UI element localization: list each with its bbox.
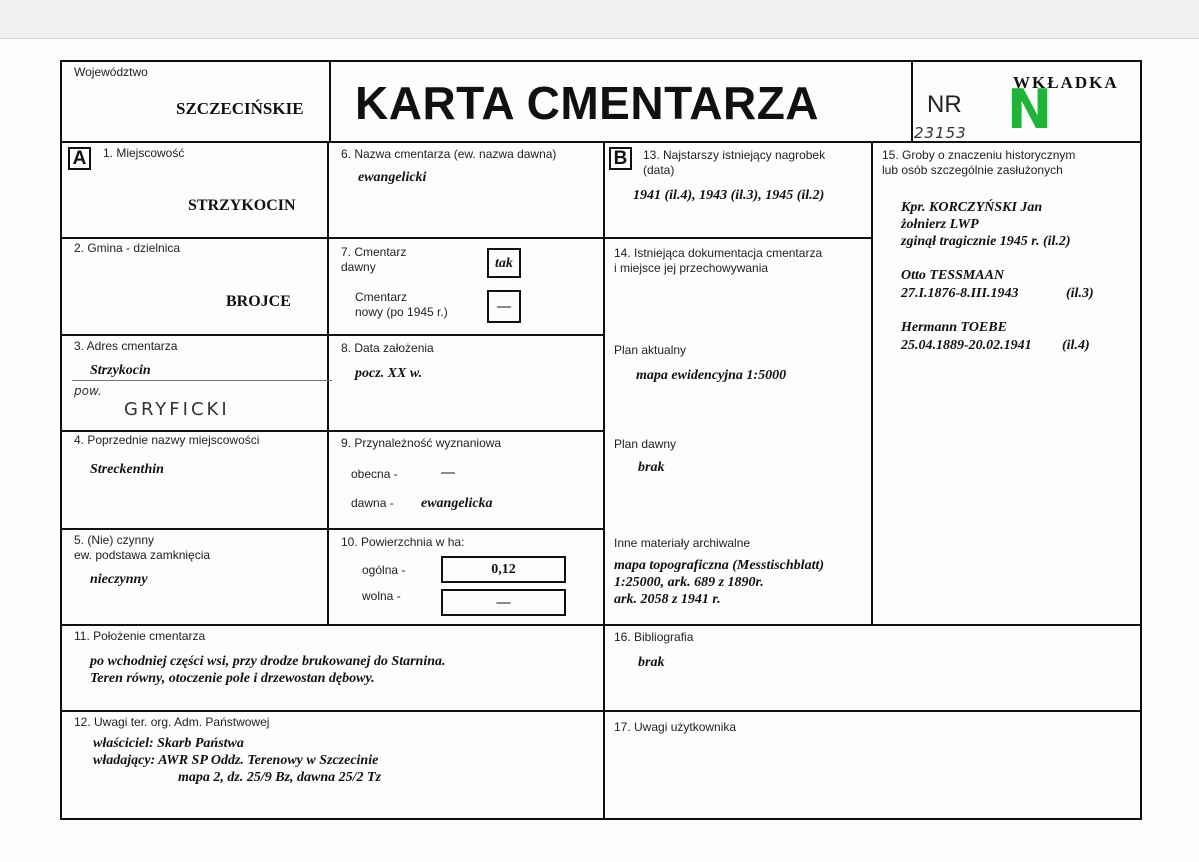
field-12-label: 12. Uwagi ter. org. Adm. Państwowej xyxy=(74,715,270,729)
section-a-marker: A xyxy=(68,147,91,170)
field-9-former-value: ewangelicka xyxy=(421,496,493,511)
field-9-label: 9. Przynależność wyznaniowa xyxy=(341,436,502,450)
field-14-label: 14. Istniejąca dokumentacja cmentarza i miejsce jej przechowywania xyxy=(614,246,823,275)
field-1-label: 1. Miejscowość xyxy=(103,146,185,160)
field-13-label: 13. Najstarszy istniejący nagrobek (data) xyxy=(643,148,826,177)
rule-row4 xyxy=(62,528,604,530)
field-3-underline xyxy=(72,380,332,381)
field-4-label: 4. Poprzednie nazwy miejscowości xyxy=(74,433,260,447)
field-1-value: STRZYKOCIN xyxy=(188,197,296,214)
section-b-marker: B xyxy=(609,147,632,170)
field-7-old-box: tak xyxy=(487,248,521,278)
field-10-label: 10. Powierzchnia w ha: xyxy=(341,535,465,549)
field-3-handwritten-prefix: pow. xyxy=(74,384,102,398)
field-3-value: Strzykocin xyxy=(90,363,151,378)
plan-old-label: Plan dawny xyxy=(614,437,677,451)
field-12-line1: właściciel: Skarb Państwa xyxy=(93,736,244,751)
scan-top-strip xyxy=(0,0,1199,39)
voivodeship-label: Województwo xyxy=(74,65,148,79)
field-8-label: 8. Data założenia xyxy=(341,341,434,355)
grave-2-ref: (il.3) xyxy=(1066,286,1094,301)
grave-3-dates: 25.04.1889-20.02.1941 xyxy=(901,338,1032,353)
field-10-total-box: 0,12 xyxy=(441,556,566,583)
page-title: KARTA CMENTARZA xyxy=(355,77,820,129)
field-16-label: 16. Bibliografia xyxy=(614,630,694,644)
field-16-value: brak xyxy=(638,655,665,670)
grave-3-ref: (il.4) xyxy=(1062,338,1090,353)
field-3-handwritten: GRYFICKI xyxy=(124,399,230,420)
field-2-value: BROJCE xyxy=(226,293,291,310)
rule-row1 xyxy=(62,237,604,239)
rule-col-a xyxy=(327,141,329,624)
field-2-label: 2. Gmina - dzielnica xyxy=(74,241,181,255)
archive-label: Inne materiały archiwalne xyxy=(614,536,751,550)
field-7-old-label: 7. Cmentarz dawny xyxy=(341,245,407,274)
field-7-new-box: — xyxy=(487,290,521,323)
rule-b1 xyxy=(604,237,872,239)
field-7-new-label: Cmentarz nowy (po 1945 r.) xyxy=(355,290,448,319)
rule-row3 xyxy=(62,430,604,432)
rule-row6 xyxy=(62,710,1142,712)
grave-2-name: Otto TESSMAAN xyxy=(901,268,1005,283)
plan-current-value: mapa ewidencyjna 1:5000 xyxy=(636,368,787,383)
insert-label: WKŁADKA xyxy=(1013,73,1119,92)
plan-current-label: Plan aktualny xyxy=(614,343,687,357)
rule-header xyxy=(62,141,1142,143)
field-4-value: Streckenthin xyxy=(90,462,164,477)
field-3-label: 3. Adres cmentarza xyxy=(74,339,178,353)
field-5-value: nieczynny xyxy=(90,572,148,587)
field-13-value: 1941 (il.4), 1943 (il.3), 1945 (il.2) xyxy=(633,188,825,203)
rule-col-title-left xyxy=(329,62,331,141)
insert-letter: N xyxy=(1007,78,1053,141)
field-10-free-label: wolna - xyxy=(362,589,401,603)
field-15-label: 15. Groby o znaczeniu historycznym lub osób szczególnie zasłużonych xyxy=(882,148,1076,177)
grave-2-dates: 27.I.1876-8.III.1943 xyxy=(901,286,1019,301)
rule-col-b xyxy=(871,141,873,624)
nr-handwritten: 23153 xyxy=(914,124,967,142)
field-17-label: 17. Uwagi użytkownika xyxy=(614,720,737,734)
rule-col-title-right xyxy=(911,62,913,141)
field-6-label: 6. Nazwa cmentarza (ew. nazwa dawna) xyxy=(341,147,557,161)
field-9-current-label: obecna - xyxy=(351,467,398,481)
voivodeship-value: SZCZECIŃSKIE xyxy=(176,99,304,118)
rule-row5 xyxy=(62,624,1142,626)
field-10-free-box: — xyxy=(441,589,566,616)
plan-old-value: brak xyxy=(638,460,665,475)
nr-label: NR xyxy=(927,91,962,118)
rule-col-mid xyxy=(603,141,605,818)
field-6-value: ewangelicki xyxy=(358,170,427,185)
field-5-label: 5. (Nie) czynny ew. podstawa zamknięcia xyxy=(74,533,211,562)
rule-row2 xyxy=(62,334,604,336)
field-9-current-value: — xyxy=(441,465,455,480)
grave-3-name: Hermann TOEBE xyxy=(901,320,1007,335)
field-10-total-label: ogólna - xyxy=(362,563,406,577)
grave-1: Kpr. KORCZYŃSKI Jan żołnierz LWP zginął tragicznie 1945 r. (il.2) xyxy=(901,200,1071,249)
field-9-former-label: dawna - xyxy=(351,496,394,510)
field-12-line2: władający: AWR SP Oddz. Terenowy w Szczecinie xyxy=(93,753,379,768)
field-11-value: po wchodniej części wsi, przy drodze brukowanej do Starnina. Teren równy, otoczenie pole i drzewostan dębowy. xyxy=(90,654,446,686)
field-8-value: pocz. XX w. xyxy=(355,366,423,381)
field-11-label: 11. Położenie cmentarza xyxy=(74,629,206,643)
field-12-line3: mapa 2, dz. 25/9 Bz, dawna 25/2 Tz xyxy=(178,770,382,785)
archive-value: mapa topograficzna (Messtischblatt) 1:25000, ark. 689 z 1890r. ark. 2058 z 1941 r. xyxy=(614,558,825,607)
